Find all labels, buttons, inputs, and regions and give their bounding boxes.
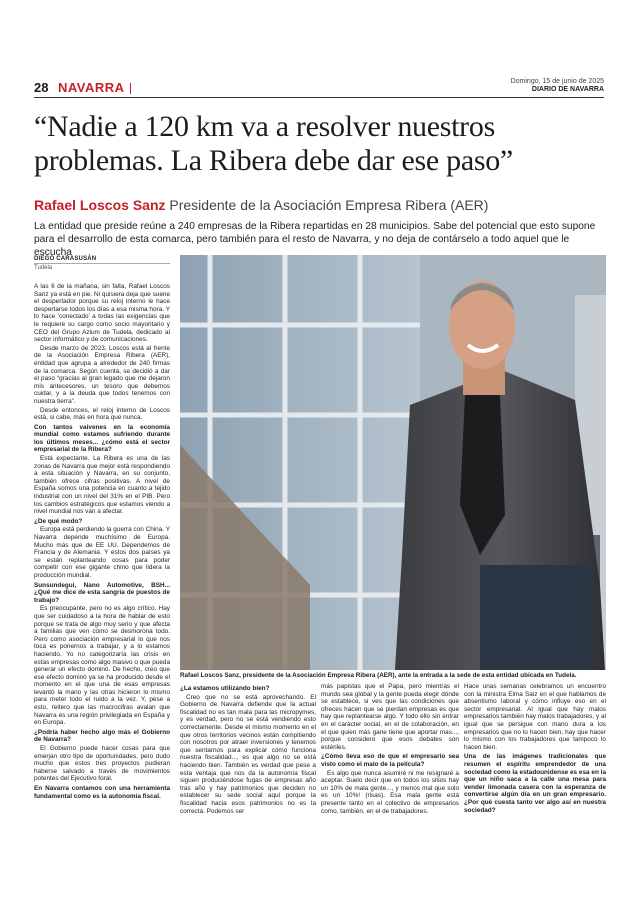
interview-question: ¿De qué modo? (34, 517, 83, 525)
interviewee-role: Presidente de la Asociación Empresa Ribera (AER) (169, 197, 489, 213)
paragraph: Hace unas semanas celebramos un encuentro con la ministra Elma Saiz en el que hablamos de absentismo laboral y cómo influye eso en el sector empresarial. Al igual que hay malos empresarios también hay malos trabajadores, y al igual que se persigue con mano dura a los empresarios que no lo hacen bien, hay que hacer lo mismo con los trabajadores que tampoco lo hacen bien. (464, 683, 606, 751)
newspaper-name: DIARIO DE NAVARRA (531, 86, 604, 93)
paragraph: Desde marzo de 2023, Loscos está al frente de la Asociación Empresa Ribera (AER), entidad que agrupa a alrededor de 240 firmas de la comarca. Según cuenta, se decidió a dar el paso “gracias al gran legado que me dejaron mis antecesores, un tesoro que debemos cuidar, y a la deuda que todos tenemos con nuestra tierra”. (34, 344, 170, 405)
interview-question: Con tantos vaivenes en la economía mundial como estamos sufriendo durante los últimos meses... ¿cómo está el sector empresarial de la Ribera? (34, 423, 170, 454)
paragraph: más papistas que el Papa, pero mientras el mundo sea global y la gente pueda elegir dónde se establece, si ves que las condiciones que ofreces hacen que se pierdan empresas es que hay que replantearse algo. Y todo ello sin entrar en el carácter social, en el de colaboración, en el que quien más gane tiene que aportar mas..., porque considero que esos debates son estériles. (321, 683, 459, 751)
author: DIEGO CARASUSÁN (34, 256, 97, 262)
page-header (34, 80, 604, 96)
text-column-3 (321, 683, 459, 816)
paragraph: Creo que no se está aprovechando. El Gobierno de Navarra defiende que la actual fiscalidad no es tan mala para las micropymes, y es verdad, pero no se está vendiendo esto correctamente. Desde el mismo momento en el que otros territorios vecinos están compitiendo con nosotros por atraer inversiones y tenemos que sentarnos para explicar cómo funciona nuestra fiscalidad..., es que algo no se está haciendo bien. También es verdad que pese a esta ventaja que nos da la autonomía fiscal siguen produciéndose fugas de empresas año tras año y hay patrimonios que deciden no establecer su sede social aquí porque la fiscalidad hacia esos patrimonios no es la correcta. Podemos ser (180, 693, 316, 815)
interview-question: ¿Cómo lleva eso de que el empresario sea visto como el malo de la película? (321, 753, 459, 768)
paragraph: Europa está perdiendo la guerra con China. Y Navarra depende muchísimo de Europa. Mucho más que de EE UU. Dependemos de Francia y de Alemania. Y estos dos países ya se están replanteando cosas para poder competir con ese gigante chino que lidera la producción mundial. (34, 526, 170, 579)
text-column-1 (34, 283, 170, 801)
standfirst: La entidad que preside reúne a 240 empresas de la Ribera repartidas en 28 municipios. Sabe del potencial que esto supone para el desarrollo de esta comarca, pero también para el resto de Navarra, y no deja de contárselo a todo aquel que le escucha (34, 221, 596, 258)
issue-date: Domingo, 15 de junio de 2025 (510, 78, 604, 85)
interview-question: ¿Podría haber hecho algo más el Gobierno de Navarra? (34, 728, 170, 744)
paragraph: El Gobierno puede hacer cosas para que emerjan otro tipo de oportunidades, pero dudo mucho que estos tres proyectos pudieran haberse salvado a través de movimientos potentes del Ejecutivo foral. (34, 745, 170, 783)
headline (34, 110, 614, 178)
section-divider (130, 83, 131, 94)
interview-question: En Navarra contamos con una herramienta fundamental como es la autonomía fiscal. (34, 785, 170, 800)
headline-line-2: problemas. La Ribera debe dar ese paso” (34, 144, 513, 177)
portrait-photo (180, 255, 606, 670)
paragraph: Es algo que nunca asumiré ni me resignaré a aceptar. Suelo decir que en todos los sitios hay un 10% de mala gente..., y menos mal que solo es un 10%! (risas). Esa mala gente está presente tanto en el colectivo de empresarios como, también, en el de trabajadores. (321, 769, 459, 815)
author-rule (34, 263, 170, 264)
text-column-4 (464, 683, 606, 815)
paragraph: Desde entonces, el reloj interno de Loscos está, si cabe, más en hora que nunca. (34, 406, 170, 422)
header-rule (34, 97, 604, 98)
page-number: 28 (34, 80, 49, 95)
headline-line-1: “Nadie a 120 km va a resolver nuestros (34, 110, 495, 143)
interviewee-name: Rafael Loscos Sanz (34, 197, 166, 213)
paragraph: Es preocupante, pero no es algo crítico. Hay que ser cuidadoso a la hora de hablar de esto porque se trata de algo muy serio y que afecta a familias que ven cómo se desmorona todo. Pero como asociación empresarial lo que nos toca es ponernos a trabajar, y a lo estamos haciendo. Yo no categorizaría las crisis en estas empresas como algo masivo o que pueda generar un efecto dominó. De hecho, creo que ese efecto dominó ya se ha producido desde el momento en el que una de esas empresas levantó la mano y las otras hicieron lo mismo para meter todo el ruido a la vez. Y, pese a esto, reitero que las macrocifras avalan que Navarra es una región privilegiada en España y en Europa. (34, 605, 170, 727)
text-column-2 (180, 683, 316, 816)
section-name: NAVARRA (58, 80, 125, 95)
interview-question: ¿La estamos utilizando bien? (180, 685, 270, 692)
location: Tudela (34, 265, 53, 271)
photo-illustration (180, 255, 606, 670)
interview-question: Una de las imágenes tradicionales que resumen el espíritu emprendedor de una sociedad como la estadounidense es esa en la que un niño saca a la calle una mesa para vender limonada casera con la esperanza de convertirse algún día en un gran empresario. ¿Por qué cuesta tanto ver algo así en nuestra sociedad? (464, 753, 606, 814)
paragraph: A las 6 de la mañana, sin falta, Rafael Loscos Sanz ya está en pie. Ni quisiera deja que suene el despertador porque su reloj interno le hace despertarse todos los días a esa misma hora. Y lo hace ‘conectado’ a todas las exigencias que le requiere su cargo como socio mayoritario y CEO del Grupo Azium de Tudela, dedicado al sector informático y de comunicaciones. (34, 283, 170, 344)
byline (34, 197, 604, 213)
paragraph: Está expectante. La Ribera es una de las zonas de Navarra que mejor está respondiendo a esta situación y Navarra, en su conjunto, también ofrece cifras positivas. A nivel de España somos una potencia en cuanto a tejido industrial con un nivel del 31% en el PIB. Pero los cambios estratégicos que estamos viendo a nivel mundial nos van a afectar. (34, 455, 170, 516)
photo-caption: Rafael Loscos Sanz, presidente de la Asociación Empresa Ribera (AER), ante la entrada a la sede de esta entidad ubicada en Tudela. (180, 672, 577, 679)
interview-question: Sunsundegui, Nano Automotive, BSH... ¿Qué me dice de esta sangría de puestos de trabajo? (34, 581, 170, 604)
